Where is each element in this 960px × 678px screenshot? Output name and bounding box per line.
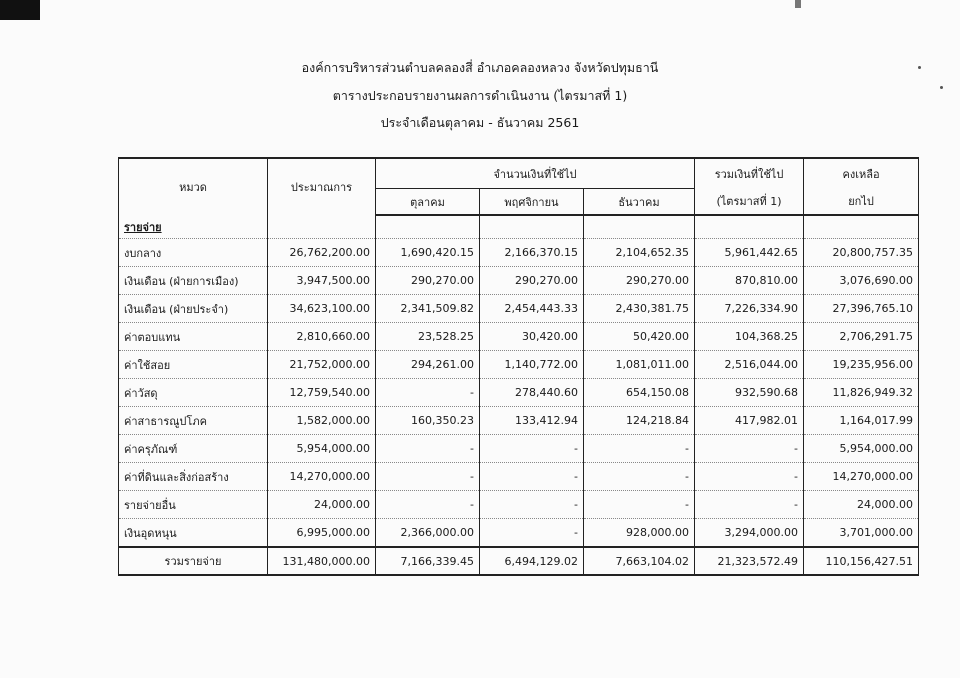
table-row: เงินอุดหนุน 6,995,000.00 2,366,000.00 - 928,000.00 3,294,000.00 3,701,000.00 xyxy=(119,519,919,548)
col-header-dec: ธันวาคม xyxy=(584,189,695,216)
col-header-remain: คงเหลือ xyxy=(804,158,919,189)
table-row: รายจ่ายอื่น 24,000.00 - - - - 24,000.00 xyxy=(119,491,919,519)
table-row: งบกลาง 26,762,200.00 1,690,420.15 2,166,370.15 2,104,652.35 5,961,442.65 20,800,757.35 xyxy=(119,239,919,267)
col-header-spent-group: จำนวนเงินที่ใช้ไป xyxy=(376,158,695,189)
total-remain: 110,156,427.51 xyxy=(804,547,919,575)
doc-title-period: ประจำเดือนตุลาคม - ธันวาคม 2561 xyxy=(380,115,580,130)
col-header-oct: ตุลาคม xyxy=(376,189,480,216)
col-header-nov: พฤศจิกายน xyxy=(480,189,584,216)
total-label: รวมรายจ่าย xyxy=(119,547,268,575)
table-row: เงินเดือน (ฝ่ายการเมือง) 3,947,500.00 290,270.00 290,270.00 290,270.00 870,810.00 3,076,690.00 xyxy=(119,267,919,295)
section-label-expenses: รายจ่าย xyxy=(124,220,162,234)
total-spent: 21,323,572.49 xyxy=(695,547,804,575)
col-header-total-spent-sub: (ไตรมาสที่ 1) xyxy=(695,189,804,216)
doc-title-report: ตารางประกอบรายงานผลการดำเนินงาน (ไตรมาสที่ 1) xyxy=(332,88,628,103)
total-oct: 7,166,339.45 xyxy=(376,547,480,575)
doc-title-org: องค์การบริหารส่วนตำบลคลองสี่ อำเภอคลองหลวง จังหวัดปทุมธานี xyxy=(301,60,659,75)
col-header-remain-sub: ยกไป xyxy=(804,189,919,216)
total-row xyxy=(119,547,919,575)
col-header-budget: ประมาณการ xyxy=(268,158,376,215)
total-budget: 131,480,000.00 xyxy=(268,547,376,575)
table-row: เงินเดือน (ฝ่ายประจำ) 34,623,100.00 2,341,509.82 2,454,443.33 2,430,381.75 7,226,334.90 27,396,765.10 xyxy=(119,295,919,323)
expense-table xyxy=(118,157,919,576)
total-dec: 7,663,104.02 xyxy=(584,547,695,575)
table-row: ค่าวัสดุ 12,759,540.00 - 278,440.60 654,150.08 932,590.68 11,826,949.32 xyxy=(119,379,919,407)
table-row: ค่าใช้สอย 21,752,000.00 294,261.00 1,140,772.00 1,081,011.00 2,516,044.00 19,235,956.00 xyxy=(119,351,919,379)
total-nov: 6,494,129.02 xyxy=(480,547,584,575)
table-row: ค่าครุภัณฑ์ 5,954,000.00 - - - - 5,954,000.00 xyxy=(119,435,919,463)
col-header-category: หมวด xyxy=(119,158,268,215)
table-row: ค่าสาธารณูปโภค 1,582,000.00 160,350.23 133,412.94 124,218.84 417,982.01 1,164,017.99 xyxy=(119,407,919,435)
col-header-total-spent: รวมเงินที่ใช้ไป xyxy=(695,158,804,189)
scan-top-mark xyxy=(795,0,801,8)
scan-corner-mark xyxy=(0,0,40,20)
table-row: ค่าตอบแทน 2,810,660.00 23,528.25 30,420.00 50,420.00 104,368.25 2,706,291.75 xyxy=(119,323,919,351)
table-row: ค่าที่ดินและสิ่งก่อสร้าง 14,270,000.00 - - - - 14,270,000.00 xyxy=(119,463,919,491)
